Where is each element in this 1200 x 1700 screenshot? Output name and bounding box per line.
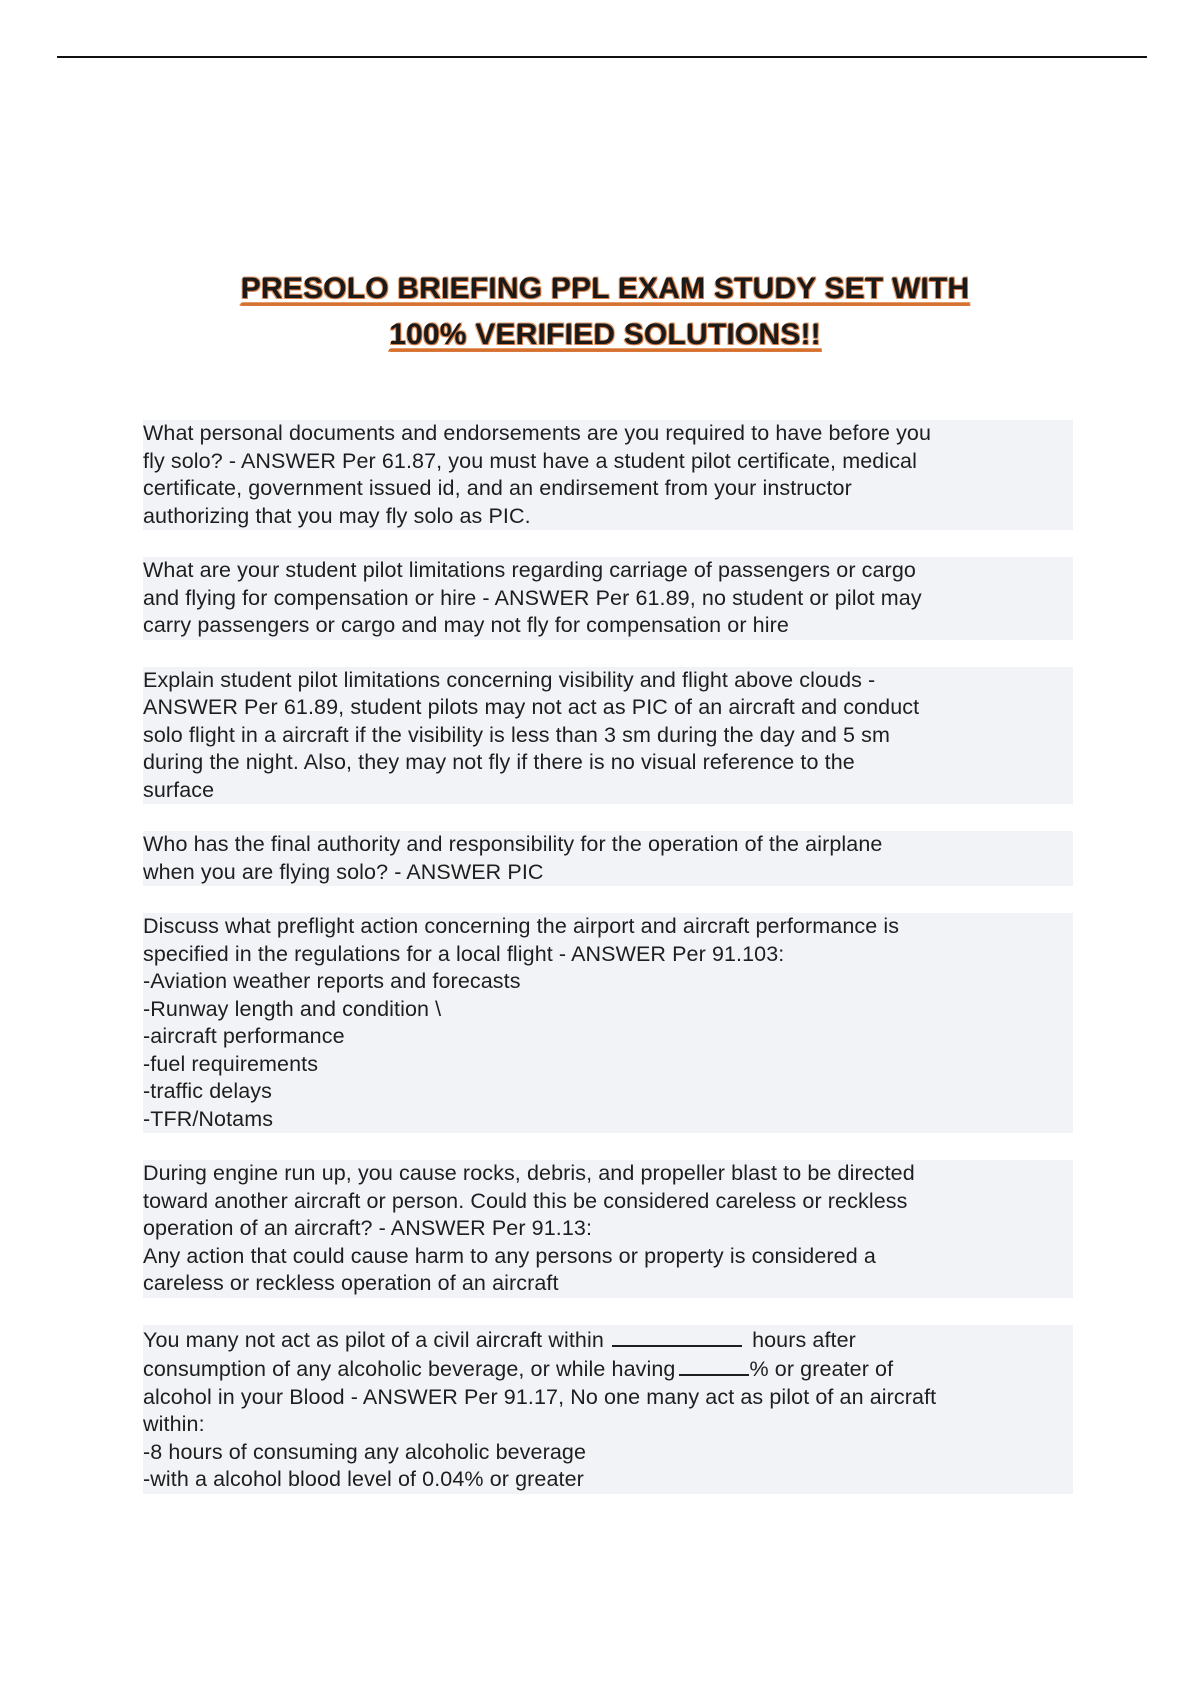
qa-text-line: certificate, government issued id, and an endirsement from your instructor (143, 475, 1073, 503)
title-line-1: PRESOLO BRIEFING PPL EXAM STUDY SET WITH (240, 272, 970, 305)
qa-text-line: Any action that could cause harm to any persons or property is considered a (143, 1243, 1073, 1271)
qa-text-line: -aircraft performance (143, 1023, 1073, 1051)
qa-text-line: What are your student pilot limitations regarding carriage of passengers or cargo (143, 557, 1073, 585)
qa-item (143, 557, 1073, 640)
qa-text-line: and flying for compensation or hire - ANSWER Per 61.89, no student or pilot may (143, 585, 1073, 613)
qa-text-line: What personal documents and endorsements are you required to have before you (143, 420, 1073, 448)
qa-text-segment: consumption of any alcoholic beverage, or while having (143, 1357, 676, 1381)
qa-item (143, 1160, 1073, 1298)
qa-text-line: operation of an aircraft? - ANSWER Per 91.13: (143, 1215, 1073, 1243)
qa-text-line: -Aviation weather reports and forecasts (143, 968, 1073, 996)
header-rule (57, 56, 1147, 58)
qa-item (143, 420, 1073, 530)
qa-text-line: -8 hours of consuming any alcoholic beverage (143, 1439, 1073, 1467)
qa-text-segment: hours after (752, 1327, 856, 1352)
qa-text-line: -fuel requirements (143, 1051, 1073, 1079)
qa-text-line: -TFR/Notams (143, 1106, 1073, 1134)
qa-text-line: Explain student pilot limitations concerning visibility and flight above clouds - (143, 667, 1073, 695)
qa-text-line: -traffic delays (143, 1078, 1073, 1106)
qa-text-line: carry passengers or cargo and may not fly for compensation or hire (143, 612, 1073, 640)
qa-item (143, 913, 1073, 1133)
document-title (140, 266, 1070, 358)
qa-text-line (143, 1354, 1073, 1384)
qa-item (143, 1325, 1073, 1494)
qa-text-line: -Runway length and condition \ (143, 996, 1073, 1024)
qa-text-line: authorizing that you may fly solo as PIC. (143, 503, 1073, 531)
qa-text-line: specified in the regulations for a local flight - ANSWER Per 91.103: (143, 941, 1073, 969)
qa-text-line: careless or reckless operation of an aircraft (143, 1270, 1073, 1298)
qa-text-line: Discuss what preflight action concerning the airport and aircraft performance is (143, 913, 1073, 941)
qa-text-line: fly solo? - ANSWER Per 61.87, you must have a student pilot certificate, medical (143, 448, 1073, 476)
fill-in-blank-percent (679, 1354, 749, 1376)
qa-text-segment: You many not act as pilot of a civil aircraft within (143, 1327, 604, 1352)
qa-text-line: Who has the final authority and responsibility for the operation of the airplane (143, 831, 1073, 859)
qa-text-line: during the night. Also, they may not fly if there is no visual reference to the (143, 749, 1073, 777)
title-line-2: 100% VERIFIED SOLUTIONS!! (389, 318, 821, 351)
fill-in-blank-hours (612, 1325, 742, 1347)
qa-text-line: within: (143, 1411, 1073, 1439)
qa-text-line: ANSWER Per 61.89, student pilots may not act as PIC of an aircraft and conduct (143, 694, 1073, 722)
qa-item (143, 831, 1073, 886)
qa-text-segment: % or greater of (749, 1357, 894, 1381)
qa-text-line: alcohol in your Blood - ANSWER Per 91.17, No one many act as pilot of an aircraft (143, 1384, 1073, 1412)
qa-text-line: surface (143, 777, 1073, 805)
qa-text-line: solo flight in a aircraft if the visibility is less than 3 sm during the day and 5 sm (143, 722, 1073, 750)
qa-text-line: During engine run up, you cause rocks, debris, and propeller blast to be directed (143, 1160, 1073, 1188)
qa-text-line (143, 1325, 1073, 1355)
qa-text-line: toward another aircraft or person. Could this be considered careless or reckless (143, 1188, 1073, 1216)
qa-item (143, 667, 1073, 805)
qa-text-line: when you are flying solo? - ANSWER PIC (143, 859, 1073, 887)
qa-text-line: -with a alcohol blood level of 0.04% or greater (143, 1466, 1073, 1494)
qa-list (143, 420, 1073, 1521)
